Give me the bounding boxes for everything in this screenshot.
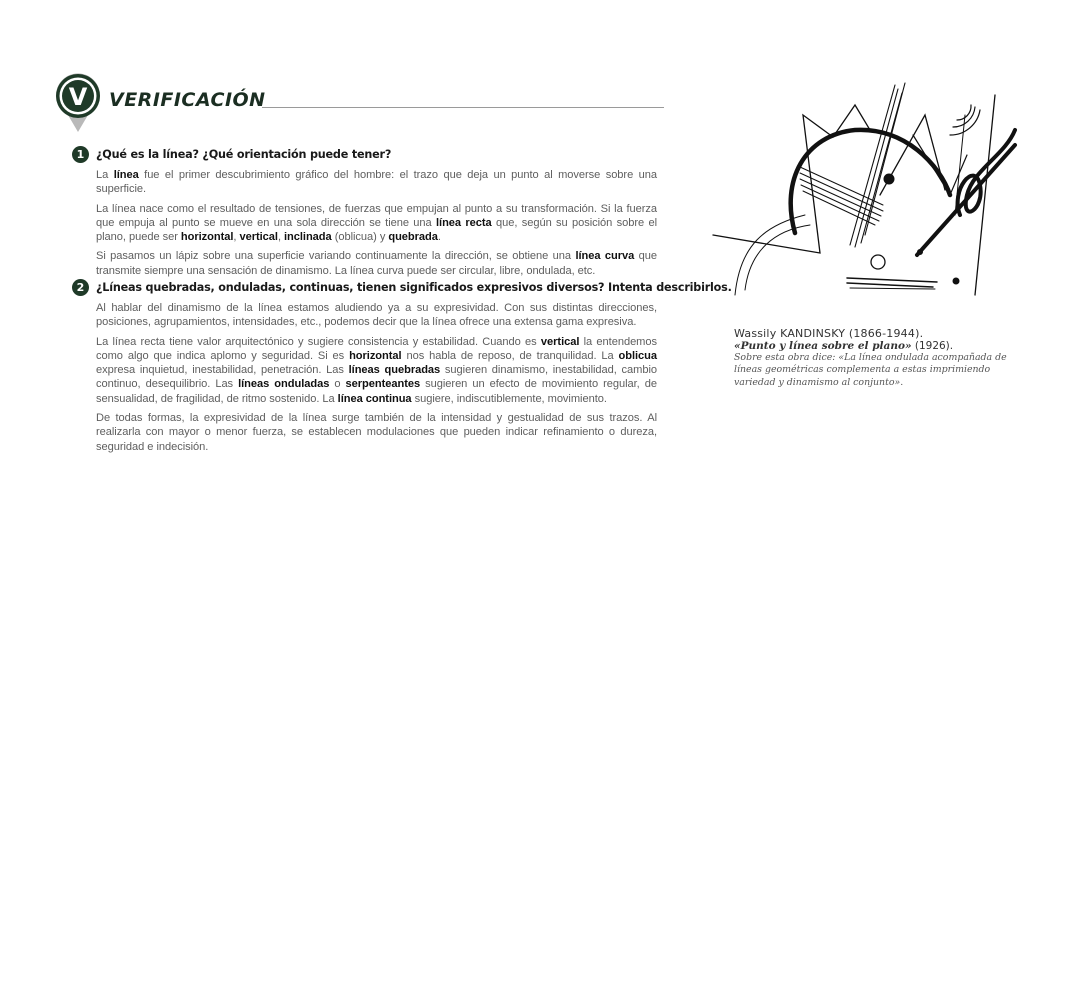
question-2-number: 2 [72, 279, 89, 296]
text-run: que, según su posición sobre el plano, puede ser [96, 216, 657, 244]
text-run: sugieren dinamismo, inestabilidad, cambio continuo, desequilibrio. Las [96, 364, 658, 391]
key-term: líneas onduladas [238, 378, 330, 391]
key-term: vertical [540, 335, 580, 348]
question-1-answer [96, 168, 657, 278]
q1-paragraph-3 [96, 249, 657, 278]
kandinsky-artwork-image [705, 75, 1025, 305]
key-term: horizontal [349, 349, 402, 362]
key-term: serpenteantes [345, 378, 421, 391]
q2-paragraph-2 [96, 335, 657, 406]
section-title: VERIFICACIÓN [109, 89, 266, 111]
text-run: que transmite siempre una sensación de dinamismo. La línea curva puede ser circular, libre, ondulada, etc. [96, 250, 657, 277]
question-1 [72, 146, 657, 283]
question-1-title: ¿Qué es la línea? ¿Qué orientación puede tener? [96, 148, 392, 161]
key-term: oblicua [618, 349, 657, 362]
text-run: sugieren un efecto de movimiento regular, de sensualidad, de fragilidad, de ritmo sostenido. La [96, 378, 657, 405]
text-run: La línea recta tiene valor arquitectónico y sugiere consistencia y estabilidad. Cuando es [96, 335, 541, 348]
text-run: sugiere, indiscutiblemente, movimiento. [411, 392, 607, 405]
text-run: fue el primer descubrimiento gráfico del hombre: el trazo que deja un punto al moverse sobre una superficie. [96, 169, 657, 196]
question-2-header [72, 279, 732, 296]
key-term: línea [113, 169, 139, 181]
text-run: , [277, 231, 285, 244]
caption-work-title: «Punto y línea sobre el plano» [734, 340, 912, 352]
text-run: , [233, 231, 240, 244]
question-2-answer [96, 301, 657, 454]
caption-work-year: (1926). [911, 340, 954, 352]
q1-paragraph-1 [96, 168, 657, 197]
key-term: inclinada [284, 231, 332, 244]
artwork-caption [734, 327, 1010, 389]
key-term: quebrada [388, 231, 438, 244]
question-2 [72, 279, 732, 459]
text-run: Al hablar del dinamismo de la línea estamos aludiendo ya a su expresividad. Con sus distintas direcciones, posiciones, agrupamientos, intensidades, etc., podemos decir que la línea ofrece una extensa gama expresiva. [96, 302, 657, 329]
q2-paragraph-3 [96, 411, 657, 454]
text-run: nos habla de reposo, de tranquilidad. La [401, 349, 619, 362]
key-term: línea continua [337, 392, 412, 405]
text-run: De todas formas, la expresividad de la línea surge también de la intensidad y gestualidad de sus trazos. Al realizarla con mayor o menor fuerza, se establecen modulaciones que pueden indicar refinamiento o dureza, seguridad e indecisión. [96, 412, 657, 453]
question-1-header [72, 146, 657, 163]
key-term: línea recta [436, 216, 492, 229]
text-run: La [96, 169, 114, 181]
caption-work [734, 340, 1010, 352]
caption-author: Wassily KANDINSKY (1866-1944). [734, 327, 924, 340]
key-term: líneas quebradas [348, 364, 441, 377]
text-run: la entendemos como algo que indica aplomo y seguridad. Si es [96, 335, 657, 362]
caption-description: Sobre esta obra dice: «La línea ondulada acompañada de líneas geométricas complementa a estas imprimiendo variedad y dinamismo al conjunto». [734, 352, 1007, 388]
verification-badge-icon [54, 71, 102, 133]
key-term: vertical [239, 231, 278, 244]
q2-paragraph-1 [96, 301, 657, 330]
key-term: línea curva [575, 250, 635, 263]
text-run: Si pasamos un lápiz sobre una superficie variando continuamente la dirección, se obtiene una [96, 250, 576, 263]
text-run: (oblicua) y [331, 231, 389, 244]
title-rule [262, 107, 664, 108]
badge-letter: V [68, 83, 88, 111]
text-run: La línea nace como el resultado de tensiones, de fuerzas que empujan al punto a su transformación. Si la fuerza que empuja al punto se mueve en una sola dirección se tiene una [96, 202, 657, 229]
key-term: horizontal [180, 231, 234, 244]
text-run: o [329, 378, 346, 391]
text-run: . [437, 231, 441, 244]
q1-paragraph-2 [96, 202, 657, 245]
question-1-number: 1 [72, 146, 89, 163]
text-run: expresa inquietud, inestabilidad, penetración. Las [96, 364, 349, 377]
question-2-title: ¿Líneas quebradas, onduladas, continuas, tienen significados expresivos diversos? Intenta describirlos. [96, 281, 732, 294]
